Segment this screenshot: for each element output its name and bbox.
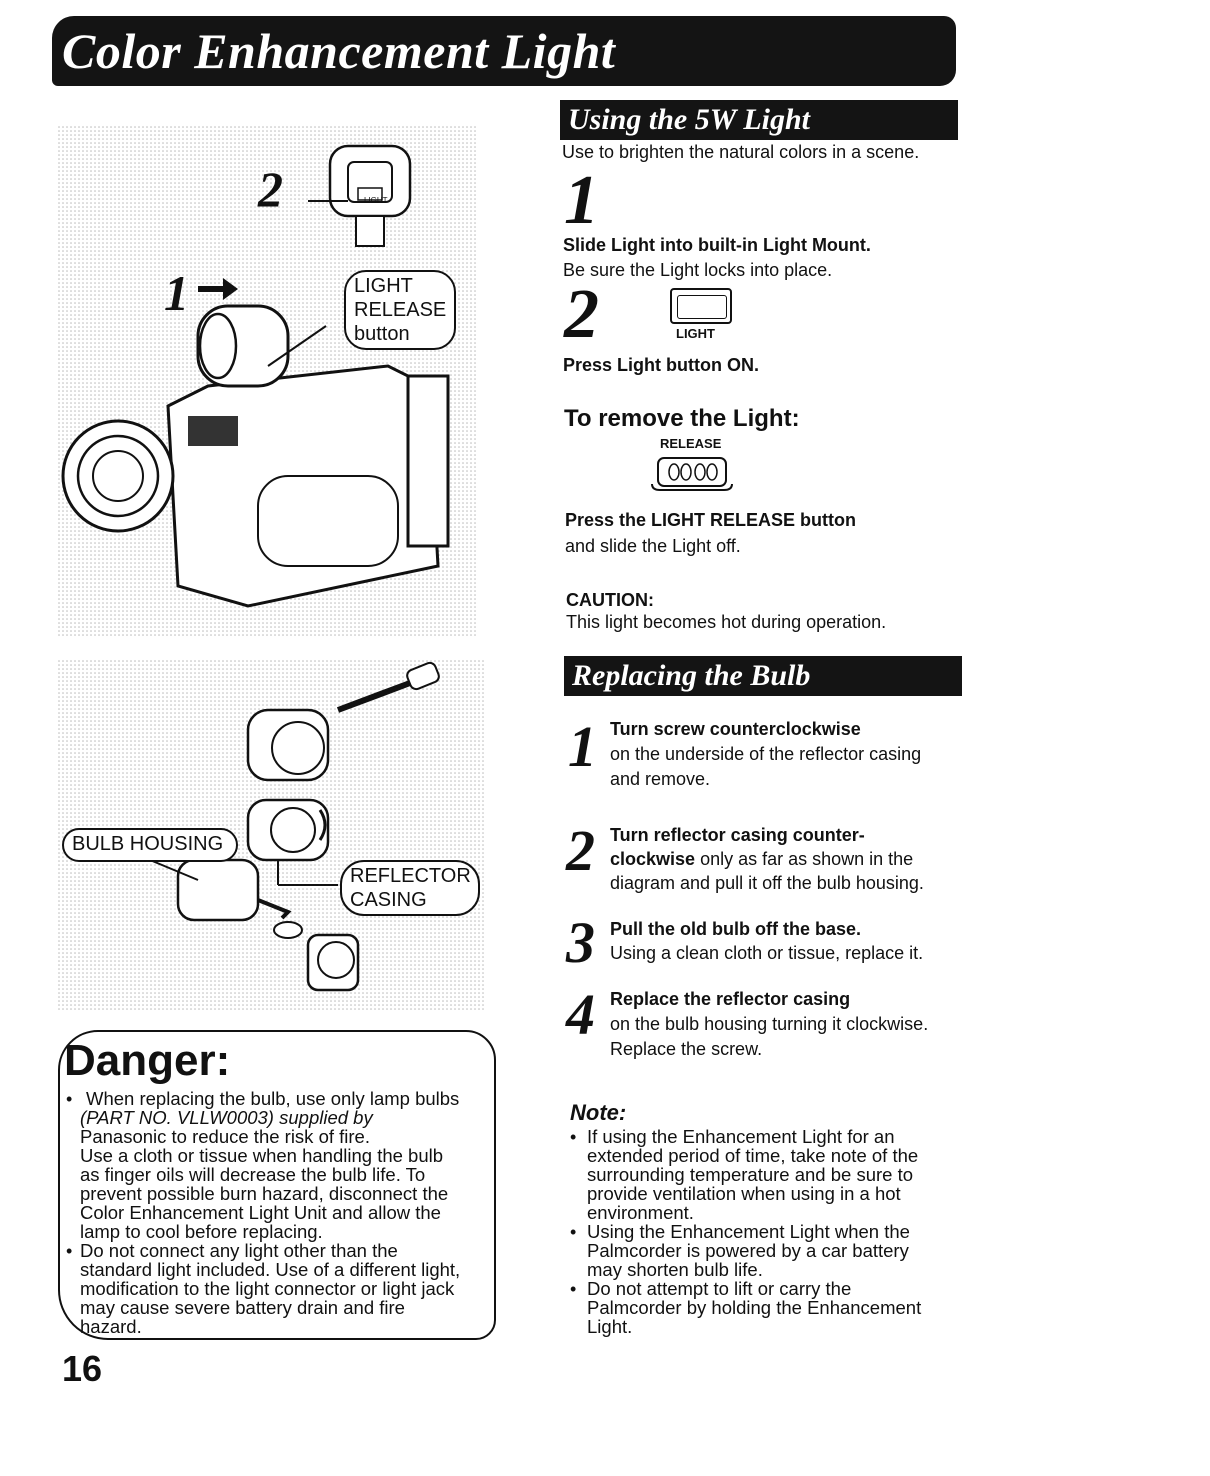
danger-line: may cause severe battery drain and fire: [80, 1297, 405, 1318]
danger-line: modification to the light connector or light jack: [80, 1278, 455, 1299]
danger-line: When replacing the bulb, use only lamp bulbs: [86, 1088, 460, 1109]
bulb-step-1-line: on the underside of the reflector casing: [610, 744, 922, 764]
note-title: Note:: [570, 1100, 627, 1125]
bulb-step-1-bold: Turn screw counterclockwise: [610, 719, 861, 739]
bulb-step-2-bold-2: clockwise: [610, 849, 696, 869]
bulb-step-4-line: Replace the screw.: [610, 1039, 763, 1059]
danger-line: (PART NO. VLLW0003) supplied by: [80, 1107, 373, 1128]
step-1-text: Be sure the Light locks into place.: [563, 260, 833, 280]
using-light-intro: Use to brighten the natural colors in a scene.: [562, 142, 920, 162]
danger-title: Danger:: [64, 1036, 231, 1085]
title-banner: [52, 16, 956, 86]
bulb-step-2-line: diagram and pull it off the bulb housing.: [610, 873, 924, 893]
danger-line: Panasonic to reduce the risk of fire.: [80, 1126, 370, 1147]
bulb-step-2-bold: Turn reflector casing counter-: [610, 825, 865, 845]
page-number: 16: [62, 1348, 103, 1389]
bulb-step-1-line: and remove.: [610, 769, 711, 789]
caution-text: This light becomes hot during operation.: [566, 612, 887, 632]
reflector-label-line-2: CASING: [350, 889, 427, 911]
callout-line-3: button: [354, 323, 410, 345]
bulb-step-3-number: 3: [566, 910, 595, 975]
bulb-step-2-line: [610, 847, 913, 871]
note-line: environment.: [587, 1202, 694, 1223]
step-2-marker: 2: [258, 161, 283, 217]
remove-text: and slide the Light off.: [565, 536, 741, 556]
reflector-label-line-1: REFLECTOR: [350, 865, 471, 887]
note-line: Do not attempt to lift or carry the: [587, 1278, 852, 1299]
note-line: Light.: [587, 1316, 633, 1337]
danger-line: Color Enhancement Light Unit and allow the: [80, 1202, 441, 1223]
note-bullet-1: •: [570, 1127, 577, 1147]
bulb-step-2-number: 2: [566, 818, 595, 883]
reflector-casing-callout: [340, 860, 480, 916]
light-button-label: LIGHT: [676, 326, 715, 341]
danger-line: hazard.: [80, 1316, 142, 1337]
bulb-step-3-bold: Pull the old bulb off the base.: [610, 919, 861, 939]
section-heading-replacing-bulb: Replacing the Bulb: [564, 656, 962, 696]
release-button-icon: [650, 456, 734, 492]
danger-line: as finger oils will decrease the bulb life. To: [80, 1164, 426, 1185]
light-release-callout: [344, 270, 456, 350]
danger-bullet-1: •: [66, 1089, 73, 1109]
note-bullet-2: •: [570, 1222, 577, 1242]
bulb-step-4-number: 4: [566, 982, 595, 1047]
danger-bullet-2: •: [66, 1241, 73, 1261]
remove-bold: Press the LIGHT RELEASE button: [565, 510, 857, 530]
step-1-bold: Slide Light into built-in Light Mount.: [563, 235, 871, 255]
note-line: extended period of time, take note of the: [587, 1145, 919, 1166]
bulb-step-1-number: 1: [568, 714, 597, 779]
note-bullet-3: •: [570, 1279, 577, 1299]
danger-line: standard light included. Use of a different light,: [80, 1259, 461, 1280]
danger-line: lamp to cool before replacing.: [80, 1221, 323, 1242]
bulb-step-4-bold: Replace the reflector casing: [610, 989, 851, 1009]
note-line: Using the Enhancement Light when the: [587, 1221, 910, 1242]
section-heading-using-light: Using the 5W Light: [560, 100, 958, 140]
remove-light-heading: To remove the Light:: [564, 405, 800, 432]
release-label: RELEASE: [660, 436, 722, 451]
note-line: may shorten bulb life.: [587, 1259, 763, 1280]
callout-line-2: RELEASE: [354, 299, 447, 321]
page-title: Color Enhancement Light: [62, 23, 616, 79]
bulb-step-3-line: Using a clean cloth or tissue, replace it.: [610, 943, 924, 963]
step-1-number: 1: [564, 162, 599, 239]
note-line: Palmcorder by holding the Enhancement: [587, 1297, 922, 1318]
bulb-step-4-line: on the bulb housing turning it clockwise.: [610, 1014, 929, 1034]
step-2-bold: Press Light button ON.: [563, 355, 759, 375]
bulb-step-2-inline: only as far as shown in the: [695, 849, 914, 869]
danger-line: prevent possible burn hazard, disconnect the: [80, 1183, 449, 1204]
danger-line: Do not connect any light other than the: [80, 1240, 398, 1261]
step-2-number: 2: [564, 276, 599, 353]
caution-heading: CAUTION:: [566, 590, 654, 610]
note-line: If using the Enhancement Light for an: [587, 1126, 895, 1147]
step-1-marker: 1: [164, 265, 189, 321]
note-line: Palmcorder is powered by a car battery: [587, 1240, 909, 1261]
callout-line-1: LIGHT: [354, 275, 413, 297]
danger-line: Use a cloth or tissue when handling the bulb: [80, 1145, 444, 1166]
note-line: provide ventilation when using in a hot: [587, 1183, 901, 1204]
bulb-housing-callout: BULB HOUSING: [62, 828, 238, 862]
note-line: surrounding temperature and be sure to: [587, 1164, 914, 1185]
light-unit-label: LIGHT: [364, 196, 388, 205]
light-button-icon: [670, 288, 732, 324]
